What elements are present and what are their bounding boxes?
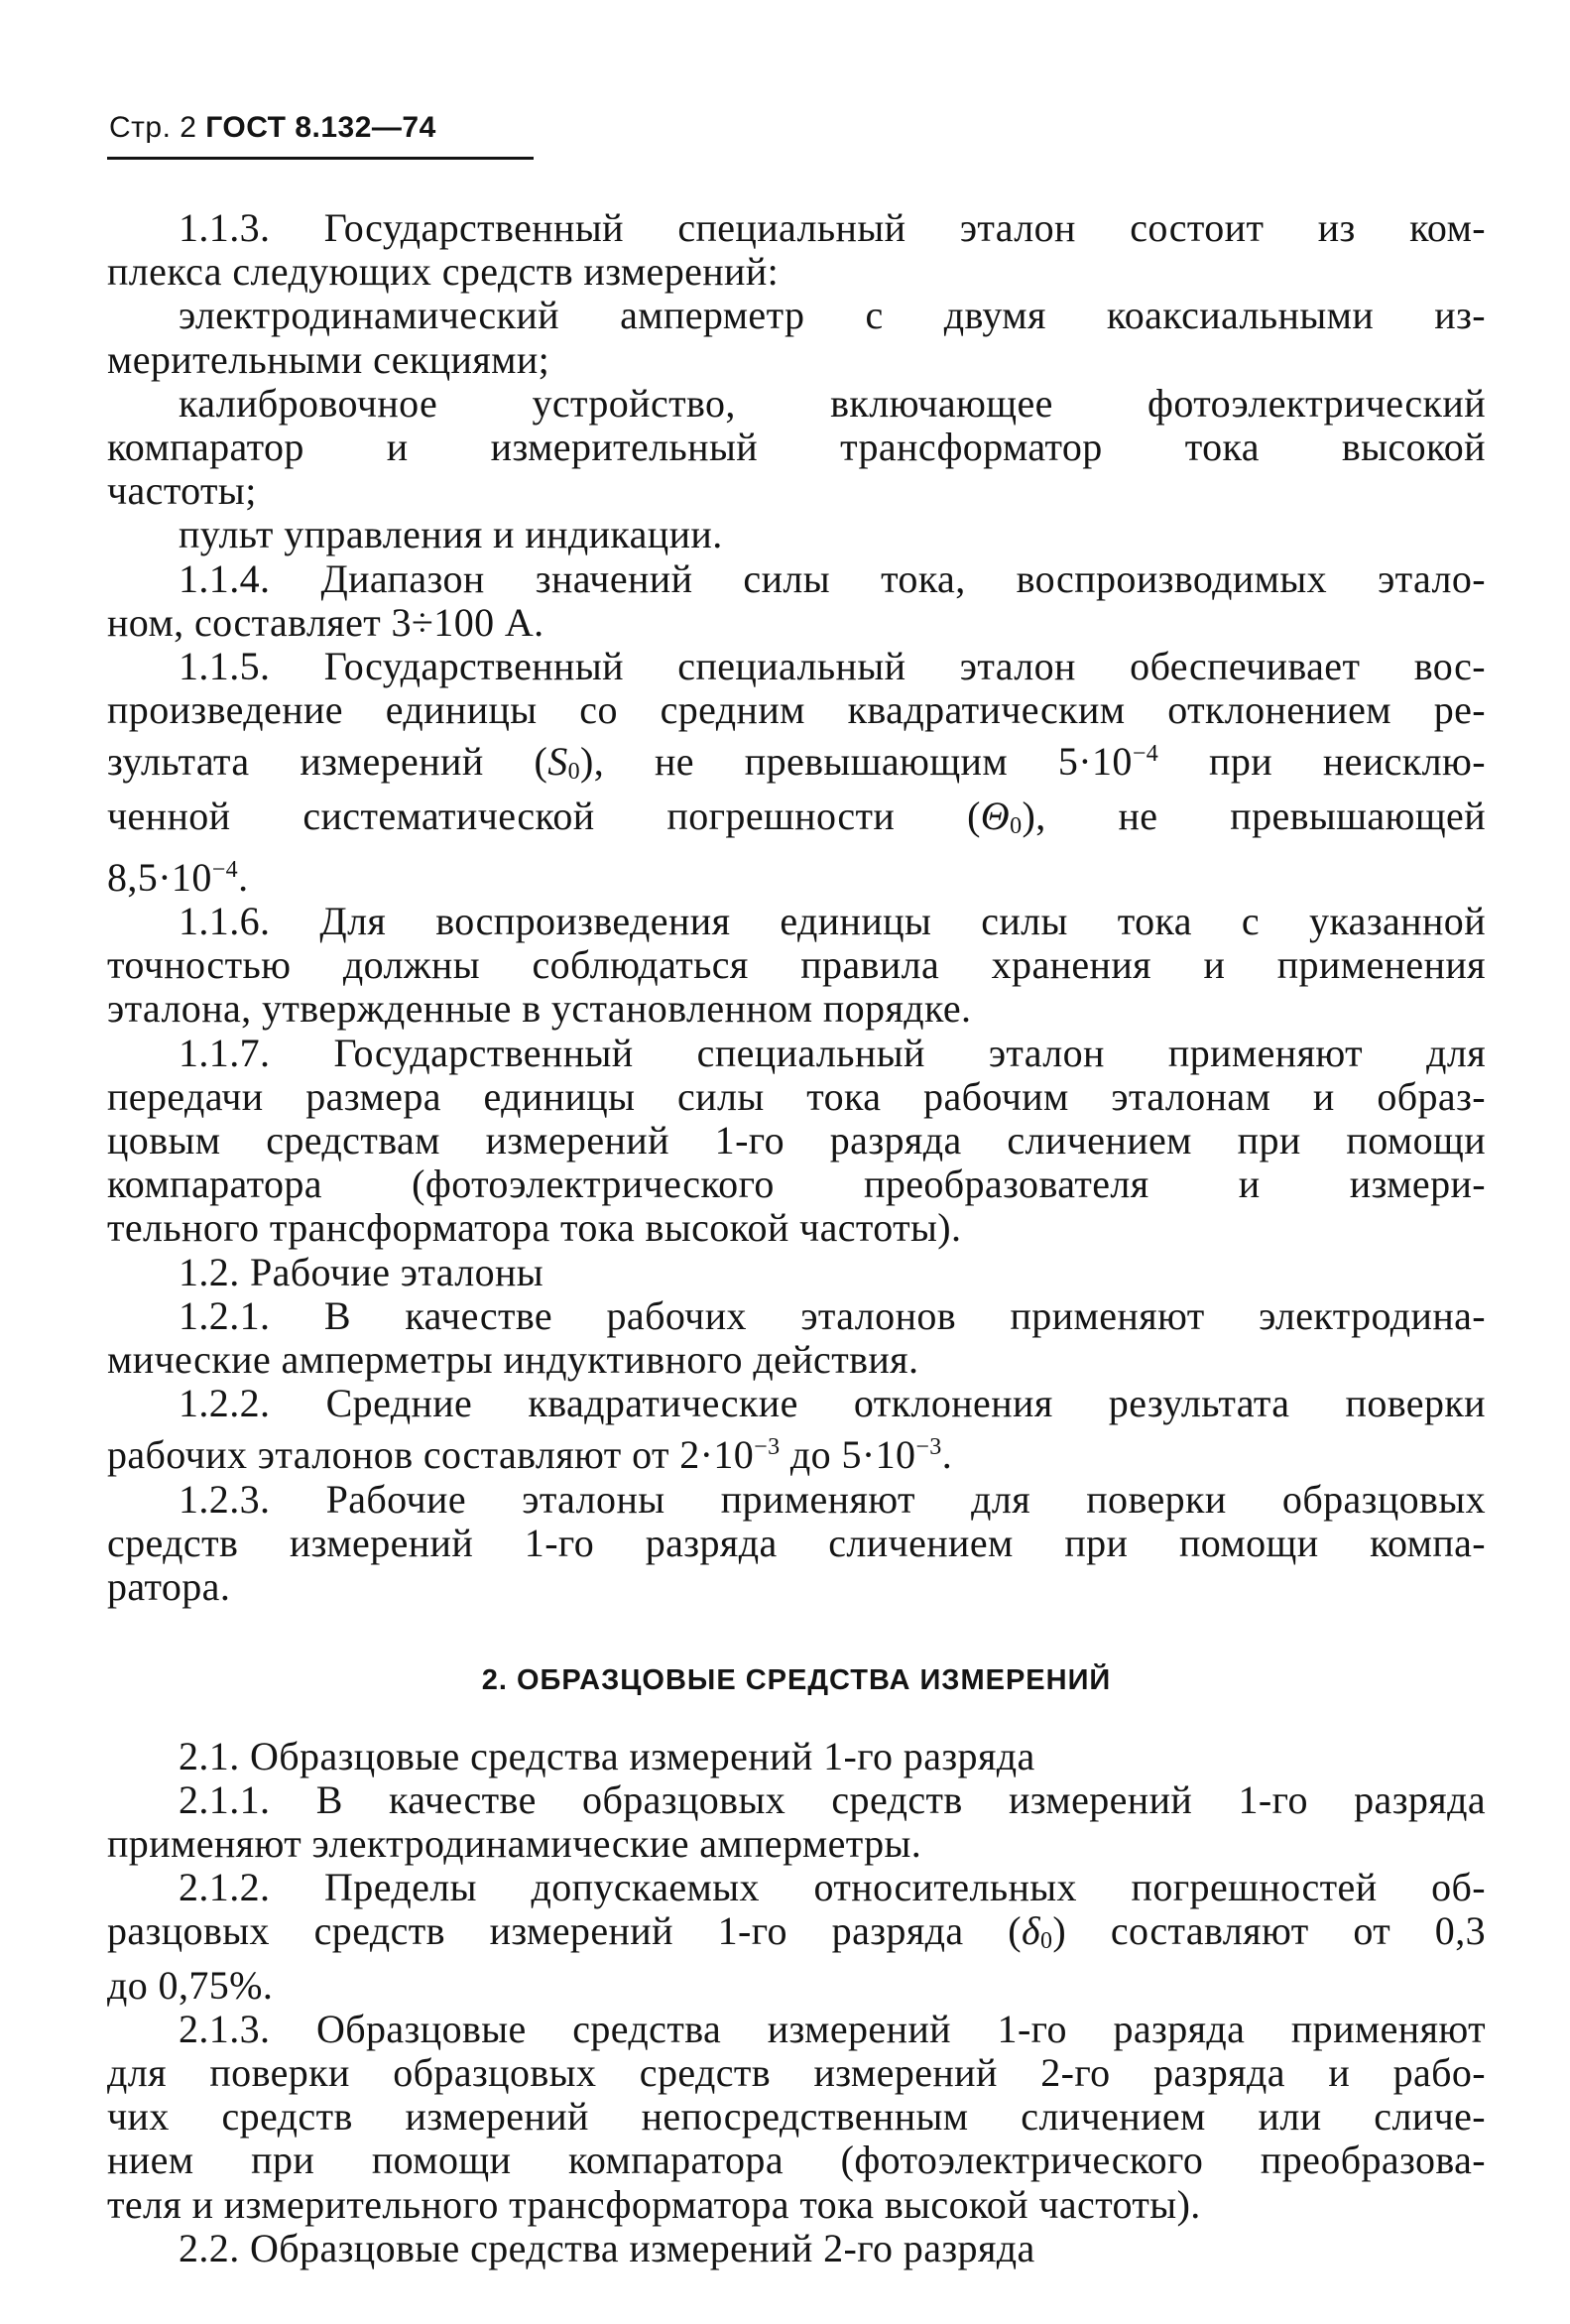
- text-line: мические амперметры индуктивного действия.: [107, 1337, 919, 1383]
- text-line: 1.2.3. Рабочие эталоны применяют для поверки образцовых: [179, 1476, 1486, 1522]
- section-1-text: [107, 206, 1486, 1609]
- text-line: 2.1.1. В качестве образцовых средств измерений 1-го разряда: [179, 1776, 1486, 1822]
- text-line: для поверки образцовых средств измерений 2-го разряда и рабо-: [107, 2049, 1486, 2095]
- text-line: средств измерений 1-го разряда сличением при помощи компа-: [107, 1520, 1486, 1565]
- text-line: $8,5\cdot 10^{-4}$.: [107, 854, 249, 900]
- header-rule: [107, 157, 534, 160]
- section-2-text: [107, 1735, 1486, 2270]
- text-line: калибровочное устройство, включающее фотоэлектрический: [179, 380, 1486, 426]
- text-line: тельного трансформатора тока высокой частоты).: [107, 1205, 962, 1251]
- text-line: компаратор и измерительный трансформатор тока высокой: [107, 425, 1486, 470]
- text-line: электродинамический амперметр с двумя коаксиальными из-: [179, 293, 1486, 338]
- text-line: применяют электродинамические амперметры.: [107, 1820, 922, 1866]
- text-line: частоты;: [107, 468, 257, 514]
- text-line: рабочих эталонов составляют от $2\cdot 10^{-3}$ до $5\cdot 10^{-3}$.: [107, 1432, 953, 1478]
- text-line: до 0,75%.: [107, 1962, 274, 2008]
- text-line: ном, составляет 3÷100 А.: [107, 599, 544, 645]
- text-line: 1.1.5. Государственный специальный эталон обеспечивает вос-: [179, 644, 1486, 689]
- text-line: 1.2. Рабочие эталоны: [179, 1249, 544, 1294]
- text-line: компаратора (фотоэлектрического преобразователя и измери-: [107, 1162, 1486, 1207]
- text-line: зультата измерений (S0), не превышающим $5\cdot 10^{-4}$ при неисклю-: [107, 739, 1486, 786]
- text-line: 1.1.3. Государственный специальный эталон состоит из ком-: [179, 205, 1486, 250]
- text-line: 1.1.6. Для воспроизведения единицы силы тока с указанной: [179, 899, 1486, 944]
- standard-number: ГОСТ 8.132—74: [205, 111, 436, 144]
- text-line: произведение единицы со средним квадратическим отклонением ре-: [107, 687, 1486, 733]
- text-line: разцовых средств измерений 1-го разряда (δ0) составляют от 0,3: [107, 1908, 1486, 1955]
- text-line: теля и измерительного трансформатора тока высокой частоты).: [107, 2181, 1201, 2227]
- text-line: плекса следующих средств измерений:: [107, 249, 780, 295]
- text-line: точностью должны соблюдаться правила хранения и применения: [107, 942, 1486, 988]
- text-line: 1.1.4. Диапазон значений силы тока, воспроизводимых этало-: [179, 555, 1486, 601]
- text-line: цовым средствам измерений 1-го разряда сличением при помощи: [107, 1118, 1486, 1163]
- text-line: 2.1.2. Пределы допускаемых относительных погрешностей об-: [179, 1865, 1486, 1910]
- text-line: пульт управления и индикации.: [179, 512, 723, 557]
- section-2-title: 2. ОБРАЗЦОВЫЕ СРЕДСТВА ИЗМЕРЕНИЙ: [481, 1664, 1112, 1697]
- text-line: ратора.: [107, 1564, 231, 1610]
- text-line: передачи размера единицы силы тока рабочим эталонам и образ-: [107, 1073, 1486, 1119]
- text-line: ченной систематической погрешности (Θ0), не превышающей: [107, 793, 1486, 839]
- text-line: 2.2. Образцовые средства измерений 2-го разряда: [179, 2225, 1035, 2270]
- text-line: 2.1.3. Образцовые средства измерений 1-го разряда применяют: [179, 2006, 1486, 2051]
- page-header: [109, 111, 436, 145]
- text-line: 1.1.7. Государственный специальный эталон применяют для: [179, 1030, 1486, 1075]
- text-line: нием при помощи компаратора (фотоэлектрического преобразова-: [107, 2138, 1486, 2183]
- text-line: эталона, утвержденные в установленном порядке.: [107, 986, 972, 1032]
- text-line: 1.2.1. В качестве рабочих эталонов применяют электродина-: [179, 1292, 1486, 1338]
- page-label: Стр. 2: [109, 111, 197, 144]
- text-line: 1.2.2. Средние квадратические отклонения результата поверки: [179, 1381, 1486, 1426]
- text-line: 2.1. Образцовые средства измерений 1-го разряда: [179, 1733, 1035, 1778]
- text-line: мерительными секциями;: [107, 336, 550, 382]
- text-line: чих средств измерений непосредственным сличением или сличе-: [107, 2094, 1486, 2140]
- document-body: [107, 206, 1486, 2270]
